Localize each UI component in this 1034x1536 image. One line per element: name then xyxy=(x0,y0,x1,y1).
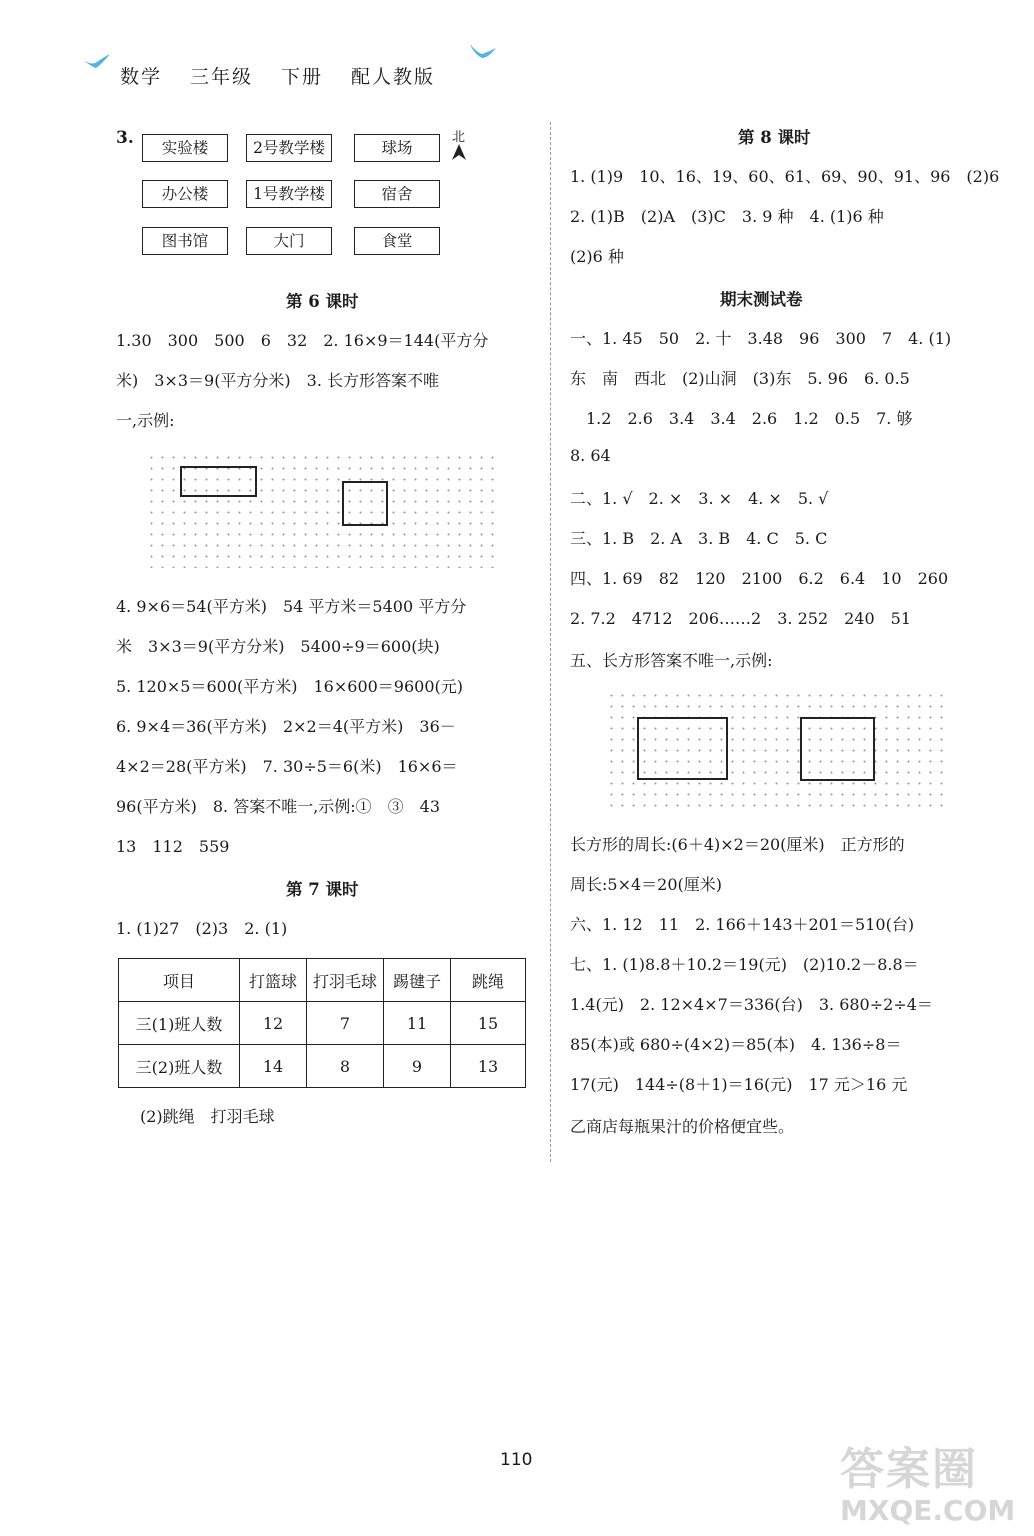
column-divider xyxy=(550,122,551,1162)
answer-line: 三、1. B 2. A 3. B 4. C 5. C xyxy=(570,529,828,548)
header-term: 下册 xyxy=(281,66,324,88)
answer-line: 东 南 西北 (2)山洞 (3)东 5. 96 6. 0.5 xyxy=(570,369,910,388)
map-box: 宿舍 xyxy=(354,180,440,208)
map-box: 图书馆 xyxy=(142,227,228,255)
answer-line: 17(元) 144÷(8＋1)＝16(元) 17 元＞16 元 xyxy=(570,1075,908,1094)
answer-line: (2)6 种 xyxy=(570,247,624,266)
answer-line: 13 112 559 xyxy=(116,837,230,856)
table-cell: 三(2)班人数 xyxy=(119,1045,240,1088)
answer-line: 2. 7.2 4712 206……2 3. 252 240 51 xyxy=(570,609,912,628)
survey-table xyxy=(118,958,526,1088)
answer-line: 8. 64 xyxy=(570,446,611,465)
square-shape xyxy=(800,717,875,781)
answer-line: 85(本)或 680÷(4×2)＝85(本) 4. 136÷8＝ xyxy=(570,1035,902,1054)
table-cell: 7 xyxy=(307,1002,384,1045)
table-row xyxy=(119,1045,526,1088)
answer-line: 五、长方形答案不唯一,示例: xyxy=(570,651,773,670)
bird-icon-right xyxy=(468,42,498,62)
answer-line: 4×2＝28(平方米) 7. 30÷5＝6(米) 16×6＝ xyxy=(116,757,458,776)
answer-line: 1.30 300 500 6 32 2. 16×9＝144(平方分 xyxy=(116,331,489,350)
watermark-top: 答案圈 xyxy=(840,1444,978,1495)
watermark-logo xyxy=(840,1445,1030,1535)
table-row xyxy=(119,1002,526,1045)
answer-line: 一,示例: xyxy=(116,411,175,430)
answer-line: 6. 9×4＝36(平方米) 2×2＝4(平方米) 36－ xyxy=(116,717,456,736)
map-box: 食堂 xyxy=(354,227,440,255)
answer-line: 四、1. 69 82 120 2100 6.2 6.4 10 260 xyxy=(570,569,949,588)
map-box: 办公楼 xyxy=(142,180,228,208)
rectangle-shape xyxy=(637,717,728,780)
answer-line: 长方形的周长:(6＋4)×2＝20(厘米) 正方形的 xyxy=(570,835,905,854)
answer-line: 二、1. √ 2. × 3. × 4. × 5. √ xyxy=(570,489,829,508)
answer-line: 1. (1)9 10、16、19、60、61、69、90、91、96 (2)6 xyxy=(570,167,1000,186)
table-cell: 11 xyxy=(384,1002,451,1045)
table-header-cell: 打篮球 xyxy=(240,959,307,1002)
header-subject: 数学 xyxy=(120,66,163,88)
lesson8-title: 第 8 课时 xyxy=(738,128,811,147)
answer-line: 一、1. 45 50 2. 十 3.48 96 300 7 4. (1) xyxy=(570,329,952,348)
rectangle-shape xyxy=(180,466,257,497)
table-cell: 8 xyxy=(307,1045,384,1088)
page-header xyxy=(120,62,463,89)
lesson6-title: 第 6 课时 xyxy=(286,292,359,311)
table-header-cell: 项目 xyxy=(119,959,240,1002)
map-box: 球场 xyxy=(354,134,440,162)
table-cell: 15 xyxy=(451,1002,526,1045)
table-cell: 12 xyxy=(240,1002,307,1045)
answer-line: 六、1. 12 11 2. 166＋143＋201＝510(台) xyxy=(570,915,915,934)
north-arrow-icon xyxy=(452,144,466,160)
table-header-cell: 踢毽子 xyxy=(384,959,451,1002)
answer-line: 1.4(元) 2. 12×4×7＝336(台) 3. 680÷2÷4＝ xyxy=(570,995,933,1014)
table-cell: 三(1)班人数 xyxy=(119,1002,240,1045)
map-box: 实验楼 xyxy=(142,134,228,162)
square-shape xyxy=(342,481,388,526)
table-cell: 13 xyxy=(451,1045,526,1088)
final-test-title: 期末测试卷 xyxy=(720,290,803,309)
answer-line: 乙商店每瓶果汁的价格便宜些。 xyxy=(570,1117,795,1136)
bird-icon-left xyxy=(82,52,112,72)
answer-line: 1. (1)27 (2)3 2. (1) xyxy=(116,919,288,938)
table-header-cell: 跳绳 xyxy=(451,959,526,1002)
map-box: 1号教学楼 xyxy=(246,180,332,208)
page-number: 110 xyxy=(500,1450,533,1470)
north-label: 北 xyxy=(452,130,466,145)
q3-number: 3. xyxy=(116,128,134,148)
table-cell: 9 xyxy=(384,1045,451,1088)
table-cell: 14 xyxy=(240,1045,307,1088)
answer-line: 米 3×3＝9(平方分米) 5400÷9＝600(块) xyxy=(116,637,440,656)
table-row xyxy=(119,959,526,1002)
answer-line: 米) 3×3＝9(平方分米) 3. 长方形答案不唯 xyxy=(116,371,440,390)
answer-line: 七、1. (1)8.8＋10.2＝19(元) (2)10.2－8.8＝ xyxy=(570,955,919,974)
answer-line: (2)跳绳 打羽毛球 xyxy=(140,1107,275,1126)
answer-line: 4. 9×6＝54(平方米) 54 平方米＝5400 平方分 xyxy=(116,597,467,616)
answer-line: 1.2 2.6 3.4 3.4 2.6 1.2 0.5 7. 够 xyxy=(570,409,913,428)
table-header-cell: 打羽毛球 xyxy=(307,959,384,1002)
answer-line: 2. (1)B (2)A (3)C 3. 9 种 4. (1)6 种 xyxy=(570,207,884,226)
header-grade: 三年级 xyxy=(190,66,254,88)
map-box: 大门 xyxy=(246,227,332,255)
answer-line: 96(平方米) 8. 答案不唯一,示例:① ③ 43 xyxy=(116,797,441,816)
header-edition: 配人教版 xyxy=(351,66,436,88)
watermark-bottom: MXQE.COM xyxy=(840,1494,1016,1527)
answer-line: 周长:5×4＝20(厘米) xyxy=(570,875,723,894)
map-box: 2号教学楼 xyxy=(246,134,332,162)
answer-line: 5. 120×5＝600(平方米) 16×600＝9600(元) xyxy=(116,677,464,696)
lesson7-title: 第 7 课时 xyxy=(286,880,359,899)
